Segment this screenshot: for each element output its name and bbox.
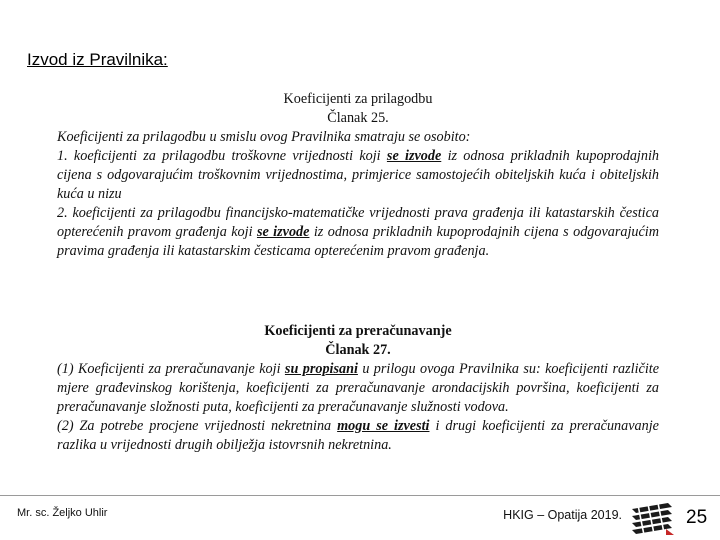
item-text: (2) Za potrebe procjene vrijednosti nekretnina: [57, 418, 338, 434]
item-text: (1) Koeficijenti za preračunavanje koji: [57, 361, 285, 377]
footer-author: Mr. sc. Željko Uhlir: [17, 507, 108, 519]
slide-title: Izvod iz Pravilnika:: [27, 50, 168, 69]
article-intro: Koeficijenti za prilagodbu u smislu ovog Pravilnika smatraju se osobito:: [57, 129, 471, 145]
item-text: iz odnosa prikladnih kupoprodajnih cijena s odgovarajućim troškovnim vrijednostima, primjerice samostojećih obiteljskih kuća i obiteljskih kuća u nizu: [57, 148, 659, 202]
emphasized-text: se izvode: [386, 148, 442, 164]
item-text: 2. koeficijenti za prilagodbu financijsko-matematičke vrijednosti prava građenja ili katastarskih čestica opterećenih pravom građenja koji: [57, 205, 659, 240]
item-text: 1. koeficijenti za prilagodbu troškovne vrijednosti koji: [57, 148, 387, 164]
item-text: u prilogu ovoga Pravilnika su: koeficijenti različite mjere građevinskog korištenja, koeficijenti za preračunavanje arondacijskih površina, koeficijenti za preračunavanje složnosti puta, koeficijenti za preračunavanje služnosti vodova.: [57, 361, 659, 415]
emphasized-text: se izvode: [256, 224, 310, 240]
item-text: iz odnosa prikladnih kupoprodajnih cijena s odgovarajućim pravima građenja ili katastarskim česticama opterećenim pravom građenja.: [57, 224, 659, 259]
article-number: Članak 27.: [325, 342, 391, 358]
item-text: i drugi koeficijenti za preračunavanje razlika u vrijednosti drugih obilježja istovrsnih nekretnina.: [57, 418, 659, 453]
page-number: 25: [686, 507, 708, 528]
section-heading: Koeficijenti za prilagodbu: [283, 91, 433, 107]
article-item-1: [57, 360, 659, 417]
article-27-section: [57, 322, 659, 455]
emphasized-text: mogu se izvesti: [337, 418, 430, 434]
article-item-1: [57, 147, 659, 204]
footer-divider: [0, 495, 720, 496]
section-heading: Koeficijenti za preračunavanje: [264, 323, 452, 339]
footer-conference: HKIG – Opatija 2019.: [503, 508, 622, 522]
hkig-logo-icon: [628, 499, 676, 537]
article-item-2: [57, 204, 659, 261]
article-item-2: [57, 417, 659, 455]
article-25-section: [57, 90, 659, 261]
emphasized-text: su propisani: [284, 361, 358, 377]
article-number: Članak 25.: [327, 110, 389, 126]
